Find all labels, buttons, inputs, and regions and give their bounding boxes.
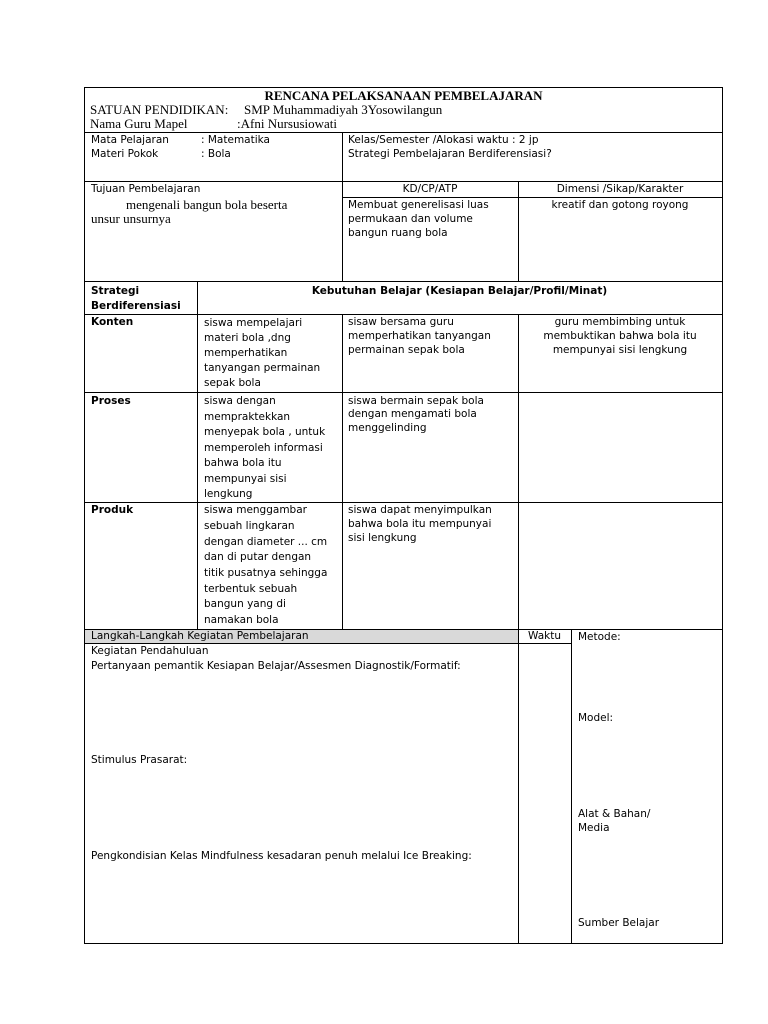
konten-col1-line: memperhatikan	[204, 347, 288, 359]
tools-label: Media	[578, 822, 610, 834]
stimulus-label: Stimulus Prasarat:	[91, 754, 188, 766]
produk-col1-line: terbentuk sebuah	[204, 583, 298, 595]
konten-col1-line: siswa mempelajari	[204, 317, 303, 329]
produk-col1-line: dan di putar dengan	[204, 551, 312, 563]
topic-label: Materi Pokok	[91, 148, 159, 160]
proses-col1-line: mempunyai sisi	[204, 473, 287, 485]
konten-col3-line: guru membimbing untuk	[554, 316, 686, 328]
needs-header: Kebutuhan Belajar (Kesiapan Belajar/Profil/Minat)	[311, 285, 608, 297]
topic-value: : Bola	[201, 148, 231, 160]
col-rule-right	[518, 314, 519, 630]
dimension-header: Dimensi /Sikap/Karakter	[556, 183, 684, 195]
konten-col1-line: sepak bola	[204, 377, 261, 389]
kd-line: bangun ruang bola	[348, 227, 448, 239]
produk-col1-line: sebuah lingkaran	[204, 520, 295, 532]
strategy-question: Strategi Pembelajaran Berdiferensiasi?	[348, 148, 552, 160]
proses-col1-line: lengkung	[204, 488, 253, 500]
kd-line: Membuat generelisasi luas	[348, 199, 489, 211]
proses-col2-line: dengan mengamati bola	[348, 408, 477, 420]
conditioning-label: Pengkondisian Kelas Mindfulness kesadaran penuh melalui Ice Breaking:	[91, 850, 472, 862]
objective-line: mengenali bangun bola beserta	[126, 197, 288, 212]
proses-col1-line: mempraktekkan	[204, 411, 291, 423]
table-border-left	[84, 87, 85, 944]
col-rule-strategy-label	[197, 281, 198, 630]
school-label: SATUAN PENDIDIKAN:	[90, 102, 229, 117]
row-label-produk: Produk	[91, 504, 134, 516]
col-rule-time-left	[518, 629, 519, 944]
sources-label: Sumber Belajar	[578, 917, 660, 929]
teacher-value: :Afni Nursusiowati	[237, 116, 338, 131]
subject-value: : Matematika	[201, 134, 270, 146]
objective-line: unsur unsurnya	[91, 211, 171, 226]
produk-col1-line: titik pusatnya sehingga	[204, 567, 328, 579]
konten-col1-line: tanyangan permainan	[204, 362, 321, 374]
proses-col1-line: menyepak bola , untuk	[204, 426, 326, 438]
subject-label: Mata Pelajaran	[91, 134, 169, 146]
konten-col2-line: sisaw bersama guru	[348, 316, 454, 328]
produk-col1-line: siswa menggambar	[204, 504, 307, 516]
col-rule-info	[342, 132, 343, 282]
steps-header: Langkah-Langkah Kegiatan Pembelajaran	[91, 630, 309, 642]
proses-col1-line: bahwa bola itu	[204, 457, 282, 469]
col-rule-mid	[342, 314, 343, 630]
intro-label: Kegiatan Pendahuluan	[91, 645, 209, 657]
rule-after-konten	[84, 392, 723, 393]
produk-col2-line: bahwa bola itu mempunyai	[348, 518, 492, 530]
table-border-right	[722, 87, 723, 944]
rule-after-objectives	[84, 281, 723, 282]
konten-col1-line: materi bola ,dng	[204, 332, 291, 344]
method-label: Metode:	[578, 631, 621, 643]
tools-label: Alat & Bahan/	[578, 808, 651, 820]
question-label: Pertanyaan pemantik Kesiapan Belajar/Assesmen Diagnostik/Formatif:	[91, 660, 461, 672]
kd-header: KD/CP/ATP	[402, 183, 458, 195]
produk-col1-line: bangun yang di	[204, 598, 286, 610]
dimension-value: kreatif dan gotong royong	[551, 199, 689, 211]
teacher-label: Nama Guru Mapel	[90, 116, 188, 131]
produk-col1-line: dengan diameter ... cm	[204, 536, 328, 548]
proses-col2-line: siswa bermain sepak bola	[348, 395, 484, 407]
model-label: Model:	[578, 712, 614, 724]
objectives-label: Tujuan Pembelajaran	[91, 183, 201, 195]
table-border-bottom	[84, 943, 723, 944]
konten-col2-line: memperhatikan tanyangan	[348, 330, 491, 342]
time-header: Waktu	[528, 630, 561, 642]
row-label-proses: Proses	[91, 395, 131, 407]
page-title: RENCANA PELAKSANAAN PEMBELAJARAN	[264, 88, 543, 103]
produk-col1-line: namakan bola	[204, 614, 279, 626]
proses-col1-line: siswa dengan	[204, 395, 276, 407]
proses-col2-line: menggelinding	[348, 422, 427, 434]
col-rule-time-right	[571, 629, 572, 944]
proses-col1-line: memperoleh informasi	[204, 442, 323, 454]
produk-col2-line: sisi lengkung	[348, 532, 417, 544]
konten-col3-line: membuktikan bahwa bola itu	[543, 330, 697, 342]
class-allocation: Kelas/Semester /Alokasi waktu : 2 jp	[348, 134, 539, 146]
kd-line: permukaan dan volume	[348, 213, 473, 225]
strategy-label: Berdiferensiasi	[91, 300, 181, 312]
row-label-konten: Konten	[91, 316, 134, 328]
strategy-label: Strategi	[91, 285, 140, 297]
school-value: SMP Muhammadiyah 3Yosowilangun	[244, 102, 443, 117]
konten-col3-line: mempunyai sisi lengkung	[552, 344, 688, 356]
produk-col2-line: siswa dapat menyimpulkan	[348, 504, 492, 516]
konten-col2-line: permainan sepak bola	[348, 344, 465, 356]
